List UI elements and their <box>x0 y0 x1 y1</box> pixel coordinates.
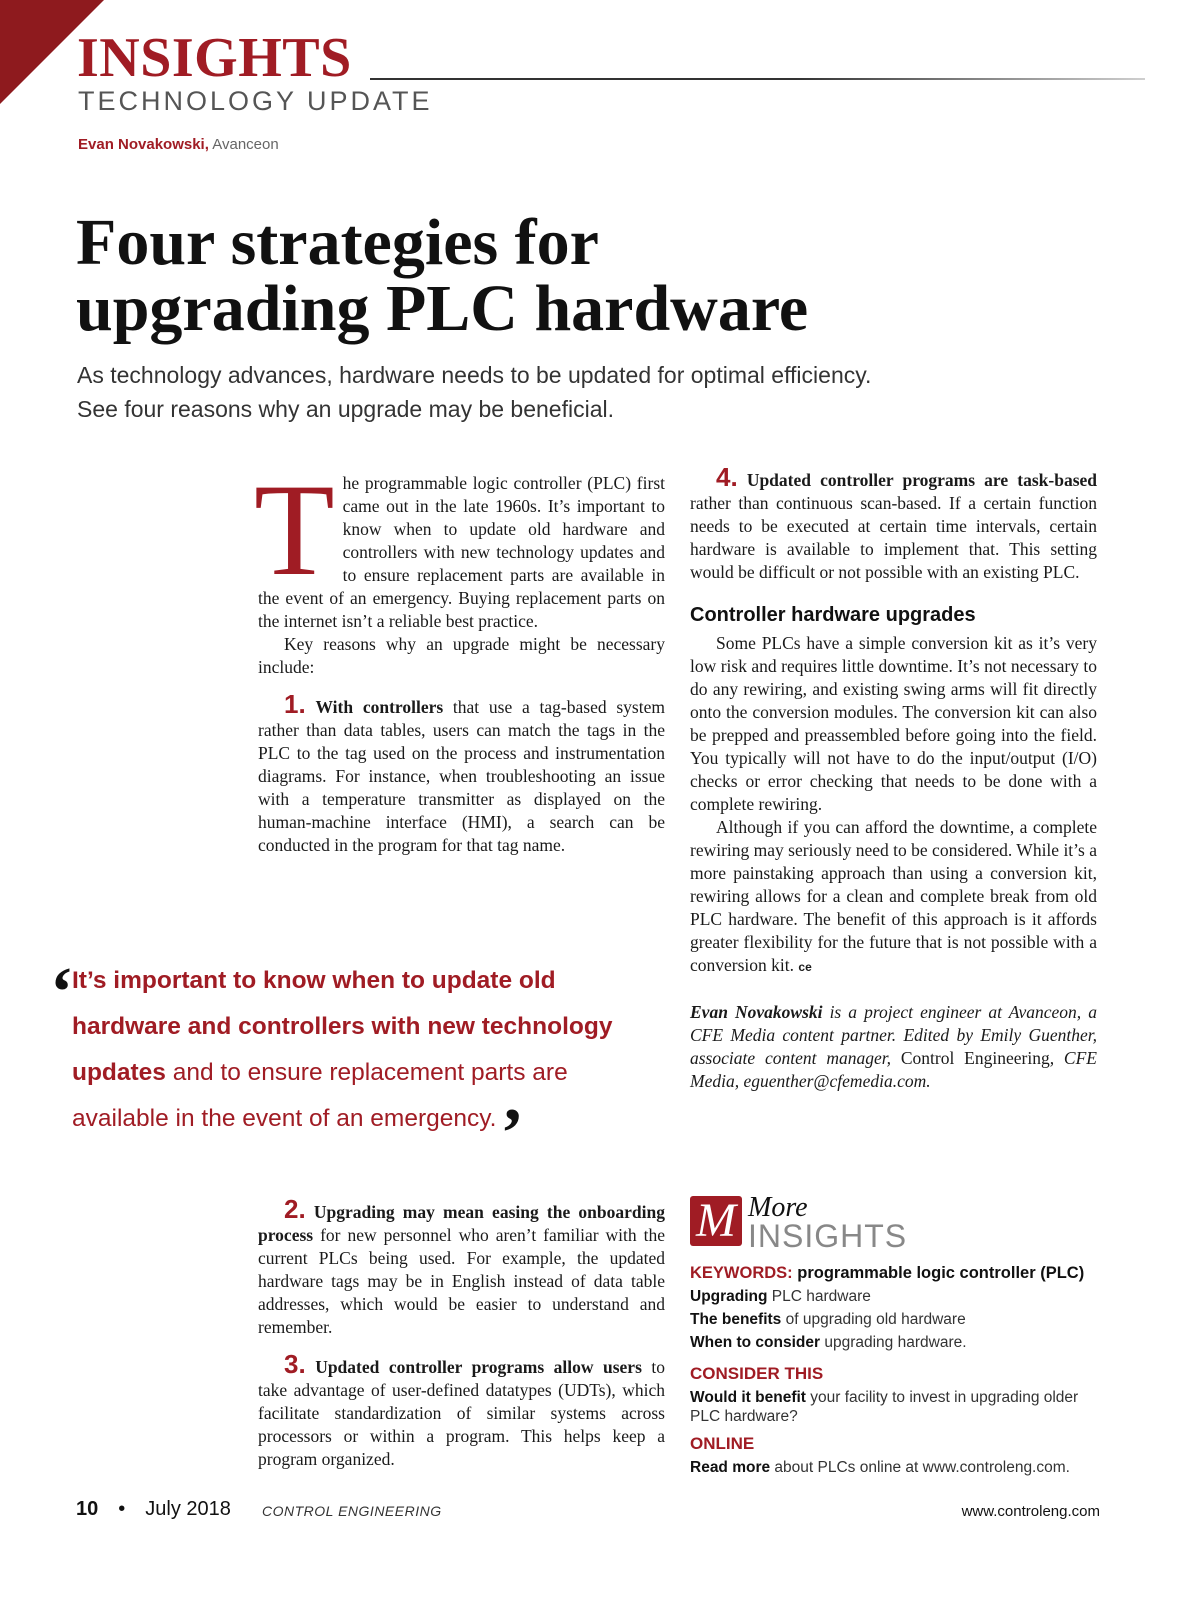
intro-text: he programmable logic controller (PLC) first came out in the late 1960s. It’s important to know when to update old hardware and controllers with new technology updates and to ensure replacement parts are available in the event of an emergency. Buying replacement parts on the internet isn’t a reliable best practice. <box>258 473 665 631</box>
item-4 <box>690 462 1098 584</box>
pull-quote-text <box>72 958 670 1172</box>
insights-word: INSIGHTS <box>748 1218 908 1254</box>
keyword-3-text: upgrading hardware. <box>820 1334 967 1351</box>
subhead-controller-upgrades: Controller hardware upgrades <box>690 604 976 626</box>
consider-rest: your facility to invest in upgrading older PLC hardware? <box>690 1389 1079 1425</box>
article-deck <box>77 358 1077 426</box>
pull-quote-regular: and to ensure replacement parts are available in the event of an emergency. <box>72 1059 568 1132</box>
more-word: More <box>748 1192 808 1223</box>
item-1 <box>258 689 665 857</box>
upgrades-paragraph-1: Some PLCs have a simple conversion kit as it’s very low risk and requires little downtime. It’s not necessary to do any rewiring, and existing swing arms will fit directly onto the conversion modules. The conversion kit can also be prepped and preassembled before going into the field. You typically will not have to do the input/output (I/O) checks or error checking that needs to be done with a complete rewiring. <box>690 633 1097 814</box>
item-2-text: for new personnel who aren’t familiar with the current PLCs being used. For example, the updated hardware tags may be in English instead of data table addresses, which would be easier to understand and remember. <box>258 1225 665 1337</box>
item-2-lead: Upgrading may mean easing the onboarding process <box>258 1202 665 1245</box>
footer-publication: CONTROL ENGINEERING <box>262 1503 442 1519</box>
author-bio <box>690 1001 1097 1093</box>
keyword-item-1 <box>690 1285 1110 1308</box>
item-2-number: 2. <box>284 1194 306 1224</box>
upgrades-paragraph-2-text: Although if you can afford the downtime, a complete rewiring may seriously need to be considered. While it’s a more painstaking approach than using a conversion kit, rewiring allows for a clean and complete break from old PLC hardware. The benefit of this approach is it affords greater flexibility for the future that is not possible with a conversion kit. <box>690 817 1097 975</box>
author-org: Avanceon <box>212 136 279 153</box>
keywords-line <box>690 1262 1110 1285</box>
column-right <box>690 462 1098 1093</box>
item-4-text: rather than continuous scan-based. If a certain function needs to be executed at certain time intervals, certain hardware is available to implement that. This setting would be difficult or not possible with an existing PLC. <box>690 493 1097 582</box>
bio-text-2: , CFE Media, eguenther@cfemedia.com. <box>690 1048 1097 1091</box>
headline-line-1: Four strategies for <box>76 206 599 279</box>
keyword-3-bold: When to consider <box>690 1334 821 1351</box>
upgrades-paragraph-2 <box>690 816 1097 979</box>
keywords-label: KEYWORDS: <box>690 1264 793 1282</box>
end-mark: ce <box>798 960 812 974</box>
item-2 <box>258 1194 665 1339</box>
online-bold: Read more <box>690 1459 771 1476</box>
footer-bullet: • <box>118 1498 126 1520</box>
deck-line-2: See four reasons why an upgrade may be beneficial. <box>77 396 614 422</box>
more-insights-box <box>690 1192 1110 1479</box>
reasons-intro: Key reasons why an upgrade might be necessary include: <box>258 634 665 677</box>
byline <box>78 136 279 153</box>
online-rest: about PLCs online at www.controleng.com. <box>770 1459 1070 1476</box>
consider-bold: Would it benefit <box>690 1389 806 1406</box>
item-3 <box>258 1349 665 1471</box>
consider-text <box>690 1388 1110 1426</box>
item-4-number: 4. <box>716 462 738 492</box>
online-text <box>690 1456 1110 1479</box>
keyword-item-3 <box>690 1331 1110 1354</box>
drop-cap: T <box>254 456 335 603</box>
close-quote-mark: ’ <box>500 1095 524 1172</box>
pull-quote-bold: It’s important to know when to update old hardware and controllers with new technology updates <box>72 967 613 1086</box>
author-name: Evan Novakowski, <box>78 136 209 153</box>
section-subtitle: TECHNOLOGY UPDATE <box>78 86 433 116</box>
bio-name: Evan Novakowski <box>690 1002 823 1022</box>
pull-quote <box>50 954 670 1172</box>
item-3-lead: Updated controller programs allow users <box>315 1357 642 1377</box>
consider-label: CONSIDER THIS <box>690 1364 824 1383</box>
item-1-lead: With controllers <box>315 697 444 717</box>
keyword-1-bold: Upgrading <box>690 1288 768 1305</box>
section-title: INSIGHTS <box>77 27 352 89</box>
item-3-number: 3. <box>284 1349 306 1379</box>
footer-page-info <box>76 1498 231 1521</box>
more-insights-logo <box>690 1192 1110 1254</box>
keyword-item-2 <box>690 1308 1110 1331</box>
issue-date: July 2018 <box>145 1498 231 1520</box>
page-number: 10 <box>76 1498 99 1520</box>
item-3-text: to take advantage of user-defined datatypes (UDTs), which facilitate standardization of similar systems across processors or within a program. This helps keep a program organized. <box>258 1357 665 1469</box>
item-1-text: that use a tag-based system rather than data tables, users can match the tags in the PLC to the tag used on the process and instrumentation diagrams. For instance, when troubleshooting an issue with a temperature transmitter as displayed on the human-machine interface (HMI), a search can be conducted in the program for that tag name. <box>258 697 665 855</box>
keyword-2-text: of upgrading old hardware <box>781 1311 966 1328</box>
headline-line-2: upgrading PLC hardware <box>76 272 809 345</box>
item-1-number: 1. <box>284 689 306 719</box>
m-logo-icon: M <box>690 1196 742 1246</box>
article-headline <box>76 206 1156 345</box>
keywords-value: programmable logic controller (PLC) <box>792 1264 1085 1282</box>
column-left-bottom <box>258 1194 665 1471</box>
section-rule <box>370 78 1145 80</box>
bio-text-1: is a project engineer at Avanceon, a CFE Media content partner. Edited by Emily Guenther, associate content manager, <box>690 1002 1097 1068</box>
column-left-top <box>254 456 665 857</box>
footer-url: www.controleng.com <box>961 1503 1100 1520</box>
item-4-lead: Updated controller programs are task-based <box>746 470 1098 490</box>
keyword-1-text: PLC hardware <box>767 1288 871 1305</box>
open-quote-mark: ‘ <box>50 954 74 1031</box>
online-label: ONLINE <box>690 1434 755 1453</box>
keyword-2-bold: The benefits <box>690 1311 782 1328</box>
deck-line-1: As technology advances, hardware needs to be updated for optimal efficiency. <box>77 362 872 388</box>
intro-paragraph <box>254 456 665 633</box>
bio-publication: Control Engineering <box>900 1048 1050 1068</box>
